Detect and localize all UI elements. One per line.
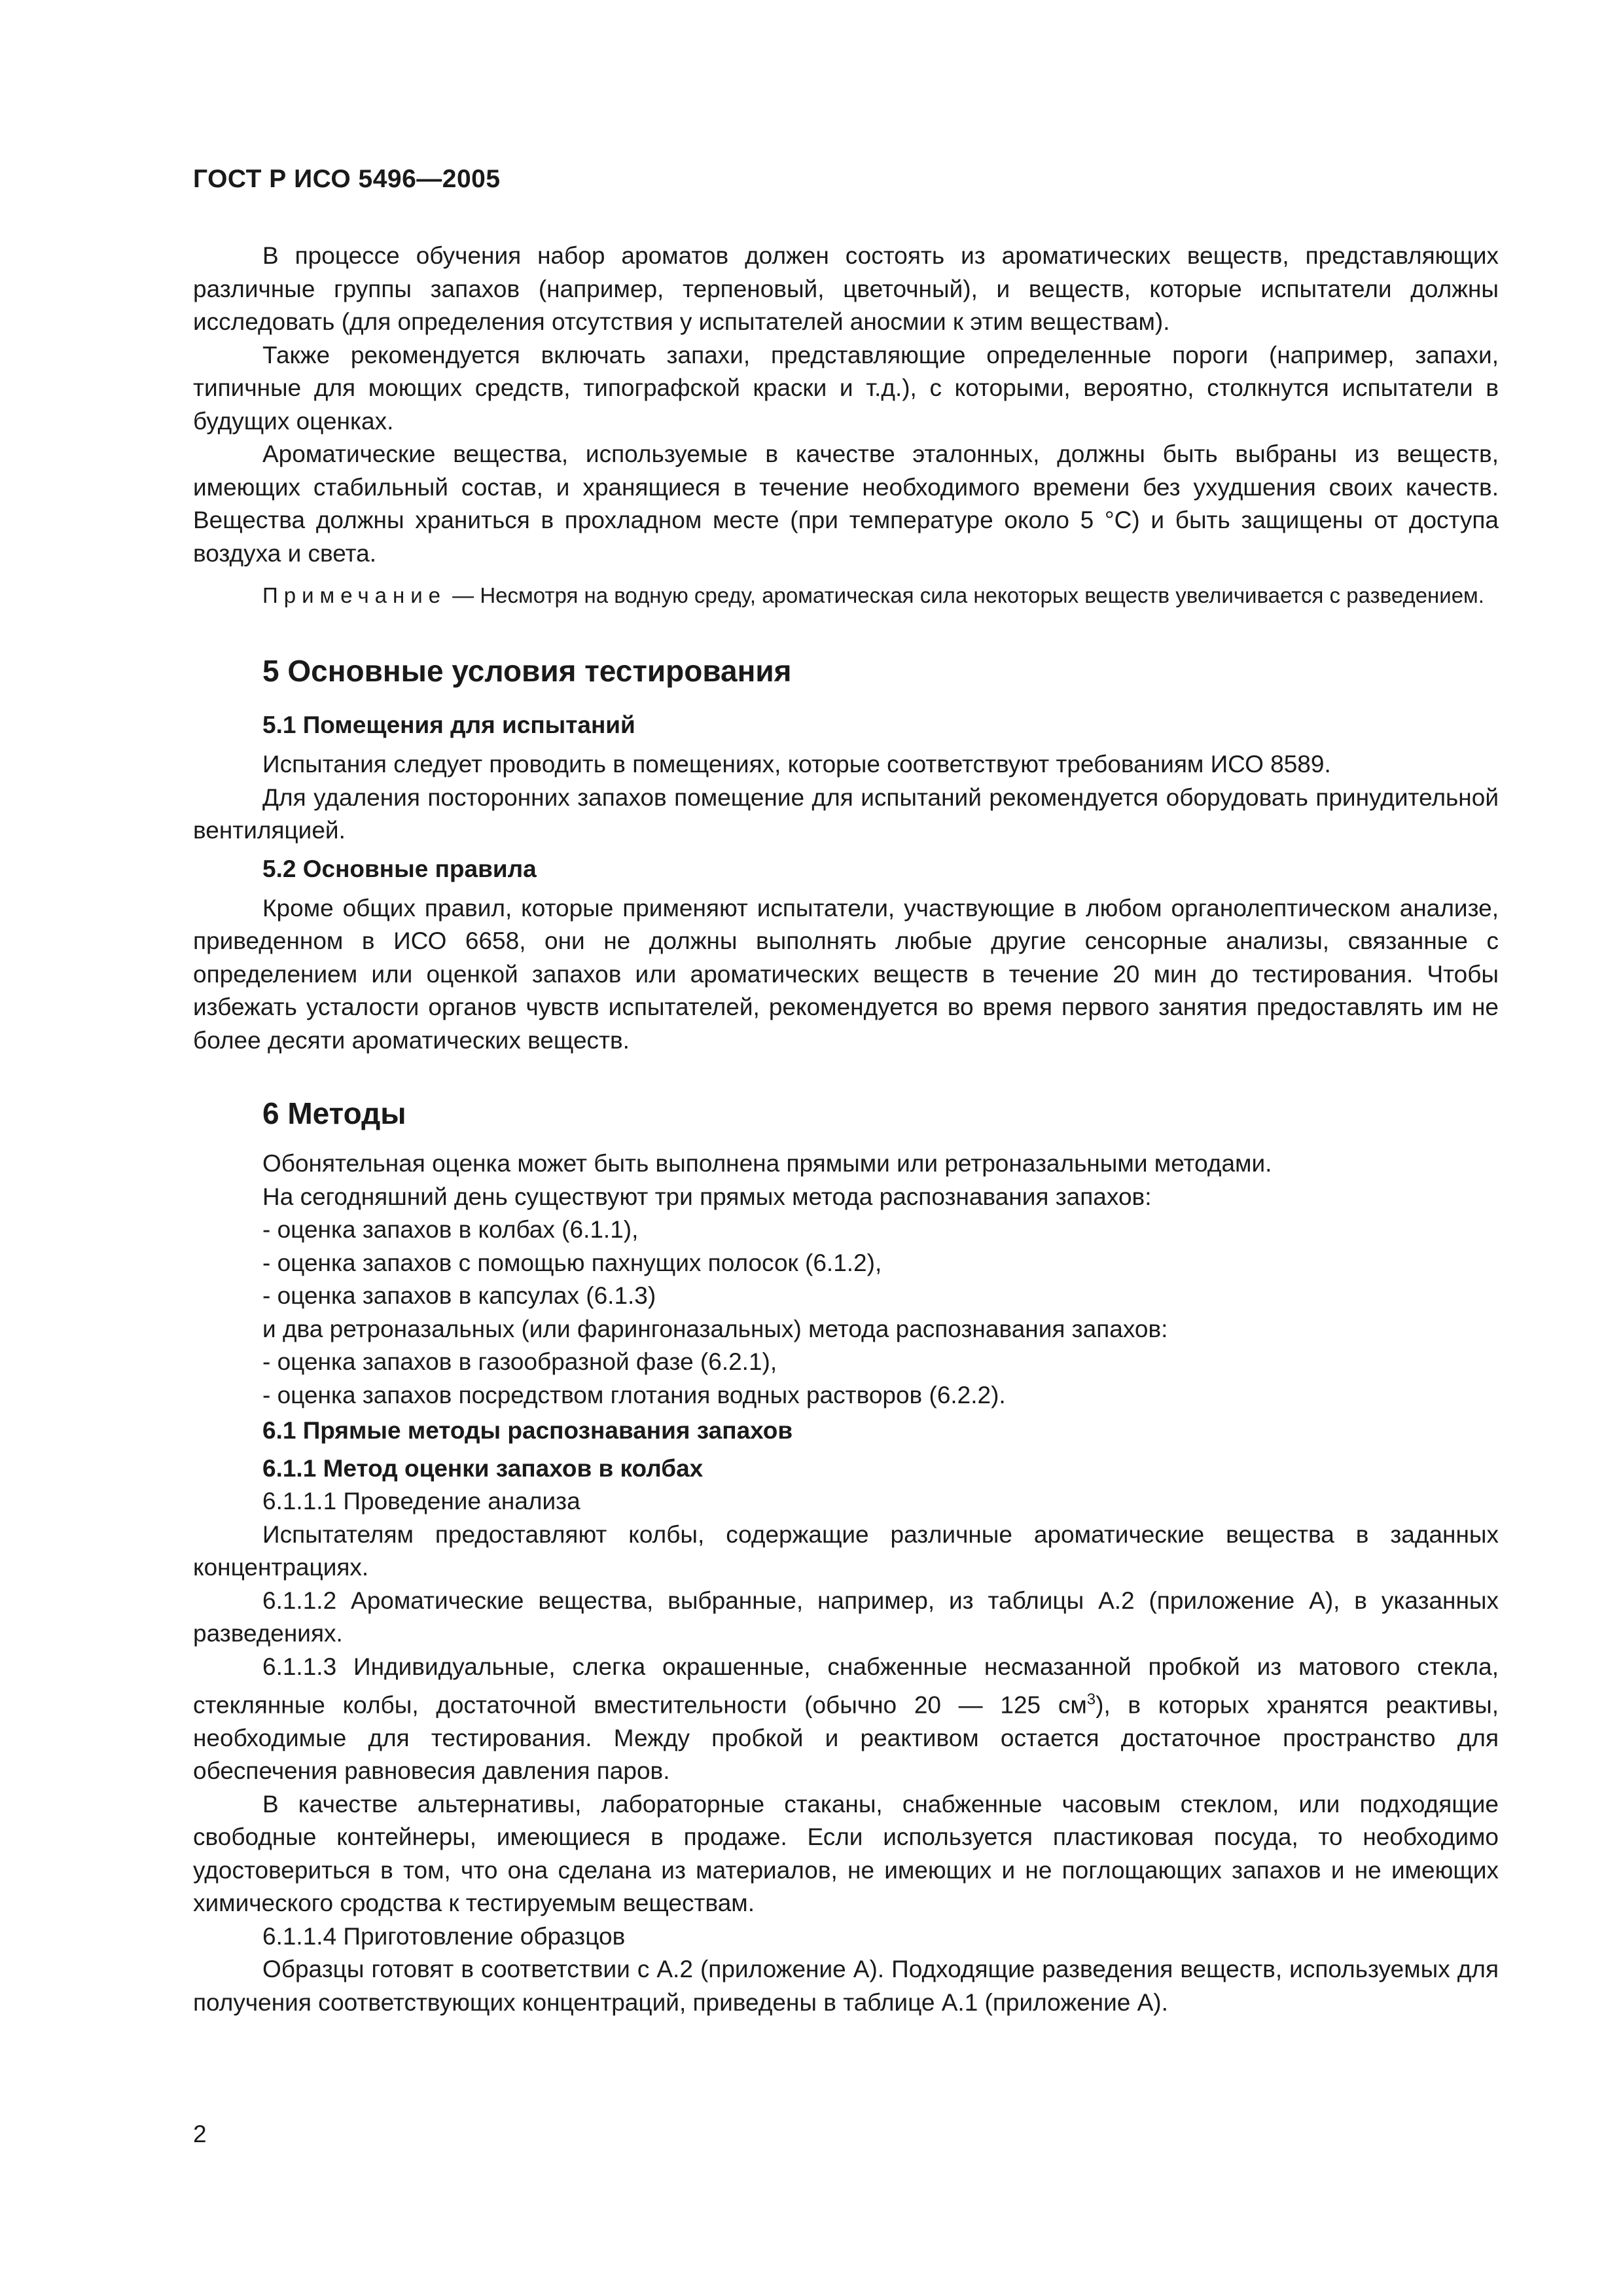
note-label: Примечание	[262, 583, 447, 607]
paragraph-6-a: Обонятельная оценка может быть выполнена прямыми или ретроназальными методами.	[262, 1150, 1272, 1177]
list-item: - оценка запахов в колбах (6.1.1),	[262, 1216, 639, 1243]
note	[193, 579, 1499, 612]
section-6-heading: 6 Методы	[262, 1096, 406, 1130]
paragraph-threshold-odors: Также рекомендуется включать запахи, представляющие определенные пороги (например, запахи, типичные для моющих средств, типографской краски и т.д.), с которыми, вероятно, столкнутся испытатели в будущих оценках.	[193, 341, 1499, 435]
page-body	[193, 240, 1499, 2019]
section-6-1-1-heading: 6.1.1 Метод оценки запахов в колбах	[262, 1455, 704, 1482]
paragraph-6-1-1-3-end: ), в которых хранятся реактивы, необходимые для тестирования. Между пробкой и реактивом остается достаточное пространство для обеспечения равновесия давления паров.	[193, 1691, 1499, 1785]
section-5-1-heading: 5.1 Помещения для испытаний	[262, 711, 635, 738]
paragraph-reference-substances: Ароматические вещества, используемые в качестве эталонных, должны быть выбраны из веществ, имеющих стабильный состав, и хранящиеся в течение необходимого времени без ухудшения своих качеств. Вещества должны храниться в прохладном месте (при температуре около 5 °С) и быть защищены от доступа воздуха и света.	[193, 440, 1499, 567]
section-6-1-heading: 6.1 Прямые методы распознавания запахов	[262, 1417, 793, 1444]
section-5-2-heading: 5.2 Основные правила	[262, 855, 537, 882]
list-item: - оценка запахов в капсулах (6.1.3)	[262, 1282, 656, 1309]
paragraph-alternative-containers: В качестве альтернативы, лабораторные стаканы, снабженные часовым стеклом, или подходящие свободные контейнеры, имеющиеся в продаже. Если используется пластиковая посуда, то необходимо удостовериться в том, что она сделана из материалов, не имеющих и не поглощающих запахов и не имеющих химического сродства к тестируемым веществам.	[193, 1790, 1499, 1917]
list-item: - оценка запахов с помощью пахнущих полосок (6.1.2),	[262, 1249, 882, 1276]
paragraph-6-1-1-2: 6.1.1.2 Ароматические вещества, выбранные, например, из таблицы А.2 (приложение А), в указанных разведениях.	[193, 1587, 1499, 1647]
paragraph-6-1-1-3	[193, 1651, 1499, 1788]
paragraph-6-1-1-1: Испытателям предоставляют колбы, содержащие различные ароматические вещества в заданных концентрациях.	[193, 1520, 1499, 1581]
list-item: - оценка запахов посредством глотания водных растворов (6.2.2).	[262, 1381, 1006, 1408]
paragraph-6-1-1-4: Образцы готовят в соответствии с А.2 (приложение А). Подходящие разведения веществ, используемых для получения соответствующих концентраций, приведены в таблице А.1 (приложение А).	[193, 1956, 1499, 2016]
section-6-1-1-4-heading: 6.1.1.4 Приготовление образцов	[262, 1922, 626, 1950]
document-header: ГОСТ Р ИСО 5496—2005	[193, 165, 501, 193]
paragraph-5-1-b: Для удаления посторонних запахов помещение для испытаний рекомендуется оборудовать принудительной вентиляцией.	[193, 783, 1499, 844]
superscript-3: 3	[1086, 1691, 1096, 1708]
paragraph-5-2: Кроме общих правил, которые применяют испытатели, участвующие в любом органолептическом анализе, приведенном в ИСО 6658, они не должны выполнять любые другие сенсорные анализы, связанные с определением или оценкой запахов или ароматических веществ в течение 20 мин до тестирования. Чтобы избежать усталости органов чувств испытателей, рекомендуется во время первого занятия предоставлять им не более десяти ароматических веществ.	[193, 894, 1499, 1054]
paragraph-training-set: В процессе обучения набор ароматов должен состоять из ароматических веществ, представляющих различные группы запахов (например, терпеновый, цветочный), и веществ, которые испытатели должны исследовать (для определения отсутствия у испытателей аносмии к этим веществам).	[193, 242, 1499, 335]
paragraph-6-b: На сегодняшний день существуют три прямых метода распознавания запахов:	[262, 1183, 1152, 1210]
paragraph-5-1-a: Испытания следует проводить в помещениях, которые соответствуют требованиям ИСО 8589.	[262, 751, 1331, 778]
section-5-heading: 5 Основные условия тестирования	[262, 654, 792, 688]
paragraph-6-c: и два ретроназальных (или фарингоназальных) метода распознавания запахов:	[262, 1315, 1168, 1342]
section-6-1-1-1-heading: 6.1.1.1 Проведение анализа	[262, 1488, 580, 1515]
paragraph-6-1-1-3-start: 6.1.1.3 Индивидуальные, слегка окрашенные, снабженные несмазанной пробкой из матового стекла, стеклянные колбы, достаточной вместительности (обычно 20 — 125 см	[193, 1653, 1499, 1719]
note-text: — Несмотря на водную среду, ароматическая сила некоторых веществ увеличивается с разведением.	[446, 583, 1484, 607]
page-number: 2	[193, 2121, 207, 2147]
list-item: - оценка запахов в газообразной фазе (6.2.1),	[262, 1348, 777, 1375]
